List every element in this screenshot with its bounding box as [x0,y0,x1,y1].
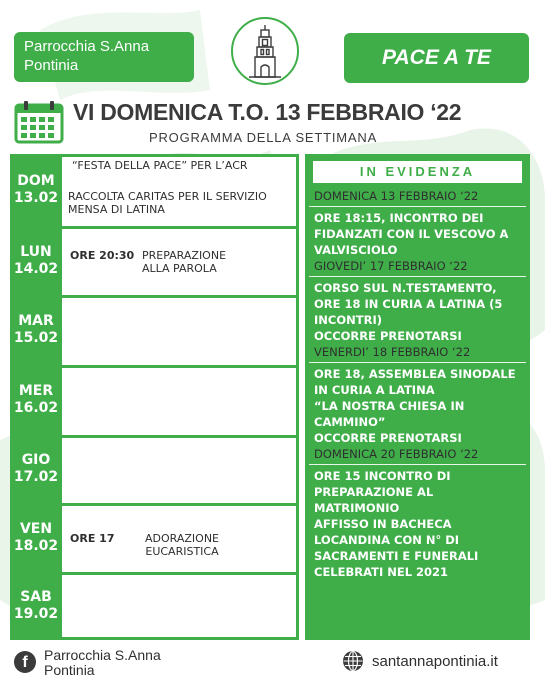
day-label [10,572,62,640]
parish-name-line2: Pontinia [24,57,79,74]
day-date: 14.02 [13,260,59,277]
event-text: “FESTA DELLA PACE” PER L’ACR [72,159,248,172]
day-label [10,295,62,365]
day-label [10,435,62,503]
day-name: DOM [17,173,55,189]
day-label [10,226,62,295]
highlight-date: DOMENICA 13 FEBBRAIO ‘22 [309,188,526,207]
event-text: PREPARAZIONE ALLA PAROLA [142,249,227,275]
day-date: 19.02 [13,606,59,622]
highlight-date: DOMENICA 20 FEBBRAIO ‘22 [309,446,526,465]
day-name: VEN [19,520,53,537]
highlight-item: OCCORRE PRENOTARSI [314,431,462,445]
weekly-schedule [10,154,299,640]
highlights-heading: IN EVIDENZA [313,161,522,183]
day-date: 17.02 [13,469,59,485]
day-events [62,368,296,435]
schedule-row-saturday [10,572,299,640]
highlight-date: GIOVEDI’ 17 FEBBRAIO ‘22 [309,258,526,277]
day-date: 16.02 [13,400,59,416]
day-name: MER [18,383,54,399]
event-time: ORE 17 [70,532,115,545]
church-tower-icon [231,17,299,85]
highlight-item: ORE 18, ASSEMBLEA SINODALE IN CURIA A LATINA [314,367,516,397]
highlight-item: LOCANDINA CON N° DI SACRAMENTI E FUNERALI CELEBRATI NEL 2021 [314,533,479,579]
website-link[interactable] [342,650,498,672]
schedule-row-wednesday [10,365,299,435]
globe-icon [342,650,364,672]
day-date: 15.02 [13,330,59,346]
day-label [10,503,62,572]
schedule-row-thursday [10,435,299,503]
highlight-item: CORSO SUL N.TESTAMENTO, ORE 18 IN CURIA A LATINA (5 INCONTRI) [314,281,503,327]
highlight-item: “LA NOSTRA CHIESA IN CAMMINO” [314,399,465,429]
motto-box [344,33,529,83]
facebook-page-name [44,648,161,678]
highlight-item: AFFISSO IN BACHECA [314,517,452,531]
event-text: RACCOLTA CARITAS PER IL SERVIZIO MENSA DI LATINA [68,190,267,216]
facebook-line1: Parrocchia S.Anna [44,647,161,663]
page-title: VI DOMENICA T.O. 13 FEBBRAIO ‘22 [73,99,462,125]
day-name: LUN [20,243,52,260]
day-date: 13.02 [13,190,59,206]
day-events [62,506,296,572]
day-name: GIO [21,452,51,468]
page-subtitle: PROGRAMMA DELLA SETTIMANA [149,130,378,145]
day-events [62,229,296,295]
day-label [10,365,62,435]
day-label [10,154,62,226]
day-events [62,438,296,503]
highlights-panel [305,154,530,640]
facebook-icon: f [14,651,36,673]
parish-name-line1: Parrocchia S.Anna [24,38,150,55]
schedule-row-monday [10,226,299,295]
highlight-item: ORE 18:15, INCONTRO DEI FIDANZATI CON IL VESCOVO A VALVISCIOLO [314,211,509,257]
day-date: 18.02 [13,537,59,554]
highlight-date: VENERDI’ 18 FEBBRAIO ‘22 [309,344,526,363]
highlight-item: OCCORRE PRENOTARSI [314,329,462,343]
highlight-item: ORE 15 INCONTRO DI PREPARAZIONE AL MATRIMONIO [314,469,451,515]
day-name: MAR [18,313,54,329]
day-events [62,575,296,637]
event-text: ADORAZIONE EUCARISTICA [145,532,219,558]
parish-name-box [14,32,194,82]
facebook-line2: Pontinia [44,662,95,678]
event-time: ORE 20:30 [70,249,135,262]
facebook-link[interactable] [14,648,161,678]
schedule-row-friday [10,503,299,572]
schedule-row-sunday [10,154,299,226]
schedule-row-tuesday [10,295,299,365]
day-events [62,157,296,226]
day-events [62,298,296,365]
motto-text: PACE A TE [382,46,491,69]
calendar-icon [14,100,64,144]
website-url: santannapontinia.it [372,652,498,670]
day-name: SAB [20,589,52,605]
